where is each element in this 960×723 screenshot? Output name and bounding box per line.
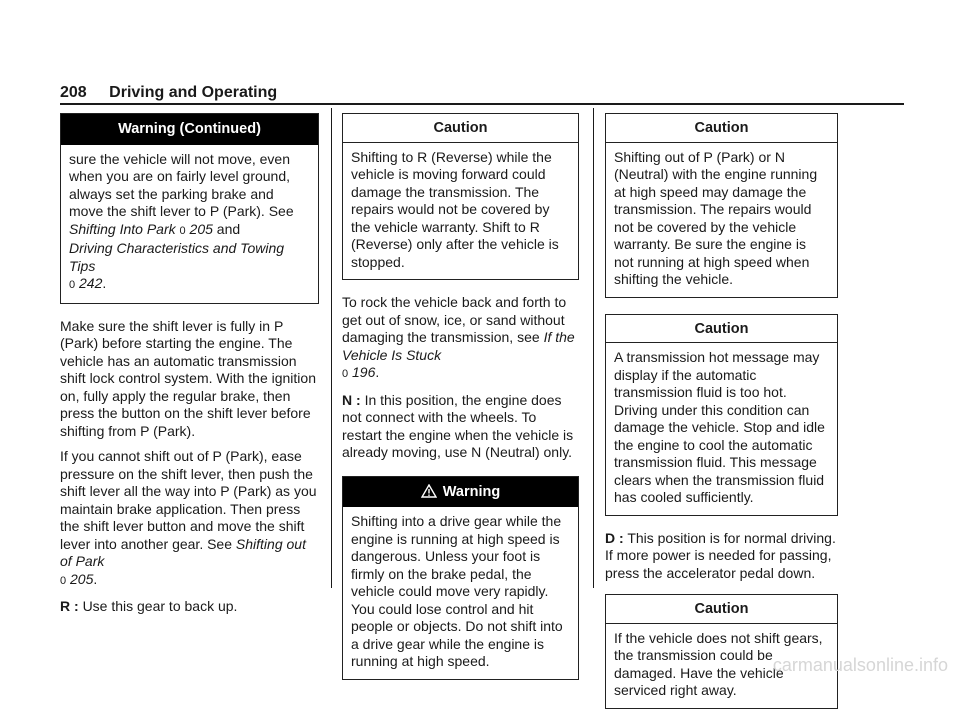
- warning-triangle-icon: [421, 484, 437, 498]
- page-ref-arrow-icon: 0: [60, 574, 67, 587]
- paragraph-text: To rock the vehicle back and forth to get out of snow, ice, or sand without damaging the transmission, see: [342, 294, 567, 345]
- caution-title: Caution: [606, 315, 837, 344]
- header-rule: [60, 103, 904, 105]
- caution-box: [342, 113, 579, 280]
- caution-text: Shifting to R (Reverse) while the vehicle is moving forward could damage the transmission. The repairs would not be covered by the vehicle warranty. Shift to R (Reverse) only after the vehicle is stopped.: [351, 148, 559, 270]
- xref-shifting-into-park[interactable]: Shifting Into Park: [69, 220, 176, 237]
- xref-vehicle-stuck[interactable]: If the Vehicle Is Stuck: [342, 329, 575, 363]
- warning-continued-text: sure the vehicle will not move, even when you are on fairly level ground, always set the parking brake and move the shift lever to P (Park). See: [69, 150, 294, 219]
- caution-title: Caution: [606, 114, 837, 143]
- paragraph: To rock the vehicle back and forth to get out of snow, ice, or sand without damaging the transmission, see If the Vehicle Is Stuck 0 196.: [342, 294, 575, 380]
- page-ref-arrow-icon: 0: [342, 368, 349, 380]
- page-header: [60, 84, 277, 102]
- warning-continued-title: Warning (Continued): [61, 114, 318, 145]
- gear-n-label: N :: [342, 391, 361, 408]
- conjunction-text: and: [216, 220, 241, 237]
- caution-text: If the vehicle does not shift gears, the transmission could be damaged. Have the vehicle serviced right away.: [614, 629, 823, 698]
- caution-box: [605, 113, 838, 298]
- gear-n-paragraph: [342, 392, 579, 462]
- warning-box: [342, 476, 579, 680]
- xref-shifting-out-of-park[interactable]: Shifting out of Park: [60, 535, 306, 569]
- gear-r-label: R :: [60, 598, 79, 614]
- gear-d-label: D :: [605, 529, 624, 546]
- column-3: [605, 113, 838, 723]
- gear-d-text: This position is for normal driving.: [627, 529, 836, 546]
- page-ref-arrow-icon: 0: [179, 224, 186, 237]
- page-ref[interactable]: 205: [189, 220, 213, 237]
- xref-driving-characteristics[interactable]: Driving Characteristics and Towing Tips: [69, 240, 285, 274]
- gear-r-paragraph: [60, 598, 319, 616]
- warning-continued-body: sure the vehicle will not move, even when you are on fairly level ground, always set the parking brake and move the shift lever to P (Park). See Shifting Into Park 0 205 and Driving Characteristics and Towing Tips 0 242.: [69, 150, 294, 291]
- gear-r-text: Use this gear to back up.: [82, 598, 238, 614]
- caution-text: Shifting out of P (Park) or N (Neutral) with the engine running at high speed may damage the transmission. The repairs would not be covered by the vehicle warranty. Be sure the engine is not running at high speed when shifting the vehicle.: [614, 148, 818, 287]
- column-divider-2: [593, 108, 594, 588]
- warning-header: [343, 477, 578, 508]
- caution-title: Caution: [343, 114, 578, 143]
- caution-box: [605, 314, 838, 516]
- section-title: Driving and Operating: [109, 84, 278, 101]
- warning-continued-box: [60, 113, 319, 304]
- paragraph: Make sure the shift lever is fully in P (Park) before starting the engine. The vehicle has an automatic transmission shift lock control system. With the ignition on, fully apply the regular brake, then press the button on the shift lever before shifting from P (Park).: [60, 317, 316, 439]
- column-divider-1: [331, 108, 332, 588]
- column-2: [342, 113, 579, 694]
- paragraph-text: If you cannot shift out of P (Park), ease pressure on the shift lever, then push the shift lever all the way into P (Park) as you maintain brake application. Then press the shift lever button and move the shift lever into another gear. See: [60, 448, 317, 552]
- caution-text: A transmission hot message may display if the automatic transmission fluid is too hot. Driving under this condition can damage the vehicle. Stop and idle the engine to cool the automatic transmission fluid. This message clears when the transmission fluid has cooled sufficiently.: [614, 349, 825, 505]
- warning-title: Warning: [442, 483, 501, 500]
- gear-n-text: In this position, the engine does not connect with the wheels. To restart the engine when the vehicle is already moving, use N (Neutral) only.: [342, 391, 574, 460]
- paragraph: If more power is needed for passing, press the accelerator pedal down.: [605, 547, 832, 581]
- page-ref[interactable]: 242: [79, 275, 103, 291]
- page-number: 208: [60, 84, 87, 101]
- warning-text: Shifting into a drive gear while the engine is running at high speed is dangerous. Unless your foot is firmly on the brake pedal, the vehicle could move very rapidly. You could lose control and hit people or objects. Do not shift into a drive gear while the engine is running at high speed.: [351, 513, 563, 669]
- page-ref[interactable]: 205: [70, 570, 94, 587]
- caution-box: [605, 594, 838, 709]
- column-1: [60, 113, 319, 624]
- page-ref-arrow-icon: 0: [69, 279, 76, 291]
- paragraph: If you cannot shift out of P (Park), ease pressure on the shift lever, then push the shift lever all the way into P (Park) as you maintain brake application. Then press the shift lever button and move the shift lever into another gear. See Shifting out of Park 0 205.: [60, 448, 317, 587]
- watermark: carmanualsonline.info: [772, 655, 948, 675]
- gear-d-paragraph: [605, 530, 838, 548]
- caution-title: Caution: [606, 595, 837, 624]
- page-ref[interactable]: 196: [352, 364, 376, 380]
